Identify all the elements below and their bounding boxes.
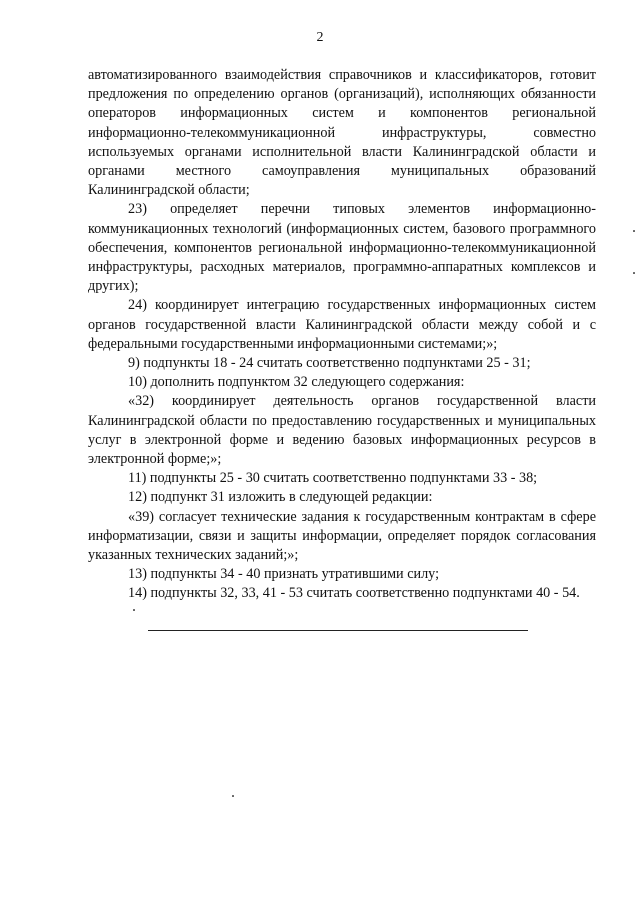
paragraph-item-39: «39) согласует технические задания к государственным контрактам в сфере информатизации, связи и защиты информации, определяет порядок согласования указанных технических заданий;»; (88, 508, 596, 564)
paragraph-amendment-13: 13) подпункты 34 - 40 признать утратившими силу; (128, 566, 440, 583)
scan-speck (232, 795, 234, 797)
paragraph-amendment-10: 10) дополнить подпунктом 32 следующего содержания: (128, 374, 465, 391)
paragraph-item-32: «32) координирует деятельность органов государственной власти Калининградской области по предоставлению государственных и муниципальных услуг в электронной форме и ведению базовых информационных ресурсов в электронной форме;»; (88, 393, 596, 468)
closing-rule-line (148, 630, 528, 631)
page-number: 2 (316, 30, 324, 45)
scan-speck (633, 230, 635, 232)
paragraph-continuation: автоматизированного взаимодействия справочников и классификаторов, готовит предложения по определению органов (организаций), исполняющих обязанности операторов информационных систем и компонентов региональной информационно-телекоммуникационной инфраструктуры, совместно используемых органами исполнительной власти Калининградской области и органами местного самоуправления муниципальных образований Калининградской области; (88, 67, 596, 199)
paragraph-item-23: 23) определяет перечни типовых элементов информационно-коммуникационных технологий (информационных систем, базового программного обеспечения, компонентов региональной информационно-телекоммуникационной инфраструктуры, расходных материалов, программно-аппаратных комплексов и других); (88, 201, 596, 295)
scan-speck (133, 609, 135, 611)
paragraph-amendment-11: 11) подпункты 25 - 30 считать соответственно подпунктами 33 - 38; (128, 470, 538, 487)
paragraph-item-24: 24) координирует интеграцию государственных информационных систем органов государственной власти Калининградской области между собой и с федеральными государственными информационными системами;»; (88, 297, 596, 352)
paragraph-amendment-14: 14) подпункты 32, 33, 41 - 53 считать соответственно подпунктами 40 - 54. (128, 585, 580, 602)
scan-speck (633, 272, 635, 274)
paragraph-amendment-9: 9) подпункты 18 - 24 считать соответственно подпунктами 25 - 31; (128, 355, 531, 372)
document-body (88, 66, 596, 604)
paragraph-amendment-12: 12) подпункт 31 изложить в следующей редакции: (128, 489, 433, 506)
